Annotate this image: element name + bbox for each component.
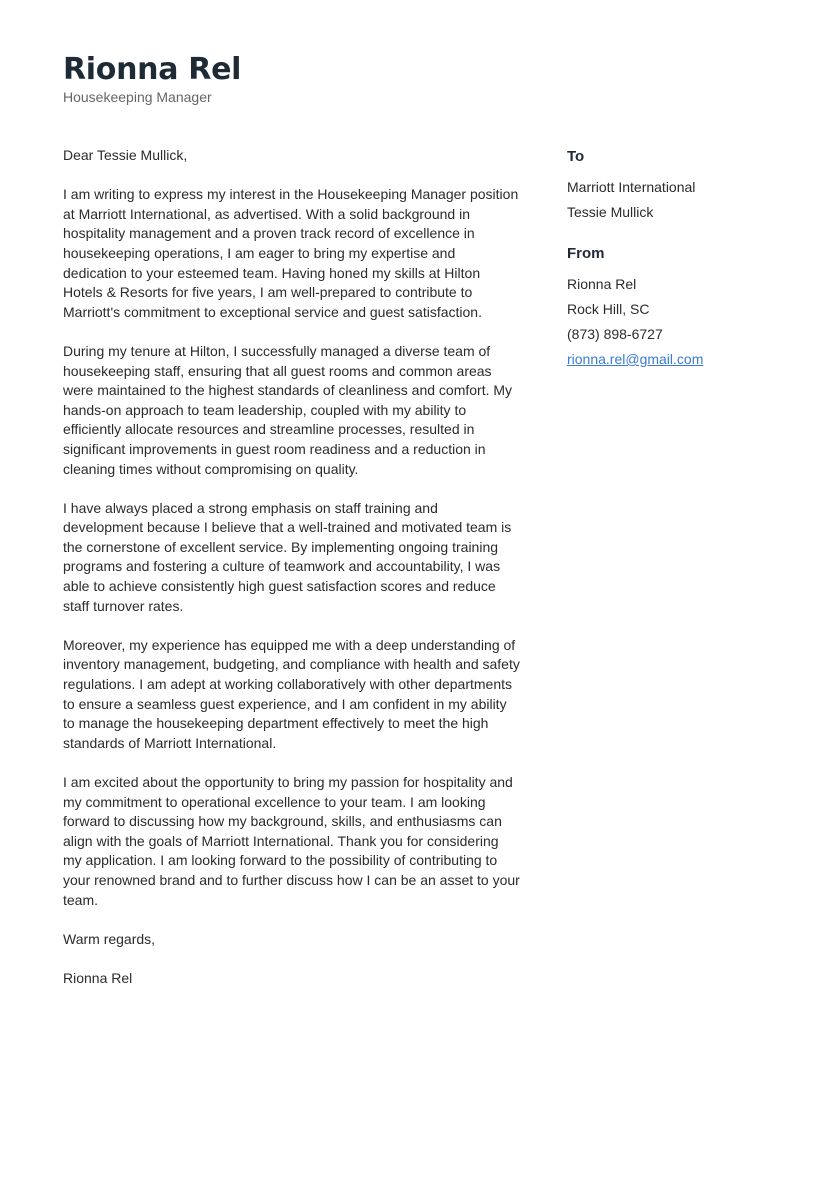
to-block bbox=[567, 146, 787, 225]
letter-paragraph: I am writing to express my interest in the Housekeeping Manager position at Marriott International, as advertised. With a solid background in hospitality management and a proven track record of excellence in housekeeping operations, I am eager to bring my expertise and dedication to your esteemed team. Having honed my skills at Hilton Hotels & Resorts for five years, I am well-prepared to contribute to Marriott's commitment to exceptional service and guest satisfaction. bbox=[63, 186, 519, 320]
closing: Warm regards, bbox=[63, 930, 156, 947]
sender-name-title: Rionna Rel bbox=[63, 52, 242, 87]
salutation: Dear Tessie Mullick, bbox=[63, 147, 188, 163]
letter-paragraph: Moreover, my experience has equipped me with a deep understanding of inventory management, budgeting, and compliance with health and safety regulations. I am adept at working collaboratively with other departments to ensure a seamless guest experience, and I am confident in my ability to manage the housekeeping department effectively to meet the high standards of Marriott International. bbox=[63, 636, 520, 751]
signature: Rionna Rel bbox=[63, 969, 133, 986]
letter-paragraph: I have always placed a strong emphasis on staff training and development because I believe that a well-trained and motivated team is the cornerstone of excellent service. By implementing ongoing training programs and fostering a culture of teamwork and accountability, I was able to achieve consistently high guest satisfaction scores and reduce staff turnover rates. bbox=[63, 499, 512, 614]
letter-body bbox=[63, 146, 521, 1008]
letter-paragraph: I am excited about the opportunity to bring my passion for hospitality and my commitment to operational excellence to your team. I am looking forward to discussing how my background, skills, and enthusiasms can align with the goals of Marriott International. Thank you for considering my application. I am looking forward to the possibility of contributing to your renowned brand and to further discuss how I can be an asset to your team. bbox=[63, 774, 520, 908]
sender-role: Housekeeping Manager bbox=[63, 89, 212, 105]
letter-paragraph: During my tenure at Hilton, I successfully managed a diverse team of housekeeping staff, ensuring that all guest rooms and common areas were maintained to the highest standards of cleanliness and comfort. My hands-on approach to team leadership, coupled with my ability to efficiently allocate resources and streamline processes, resulted in significant improvements in guest room readiness and a reduction in cleaning times without compromising on quality. bbox=[63, 342, 513, 477]
to-company: Marriott International bbox=[567, 179, 696, 195]
letter-header bbox=[63, 52, 241, 106]
from-phone: (873) 898-6727 bbox=[567, 326, 663, 342]
to-heading: To bbox=[567, 148, 585, 165]
from-location: Rock Hill, SC bbox=[567, 301, 650, 317]
to-recipient: Tessie Mullick bbox=[567, 204, 654, 220]
from-name: Rionna Rel bbox=[567, 276, 637, 292]
from-heading: From bbox=[567, 245, 605, 262]
from-email-link[interactable]: rionna.rel@gmail.com bbox=[567, 351, 704, 367]
from-block bbox=[567, 243, 787, 372]
contact-sidebar bbox=[567, 146, 787, 390]
